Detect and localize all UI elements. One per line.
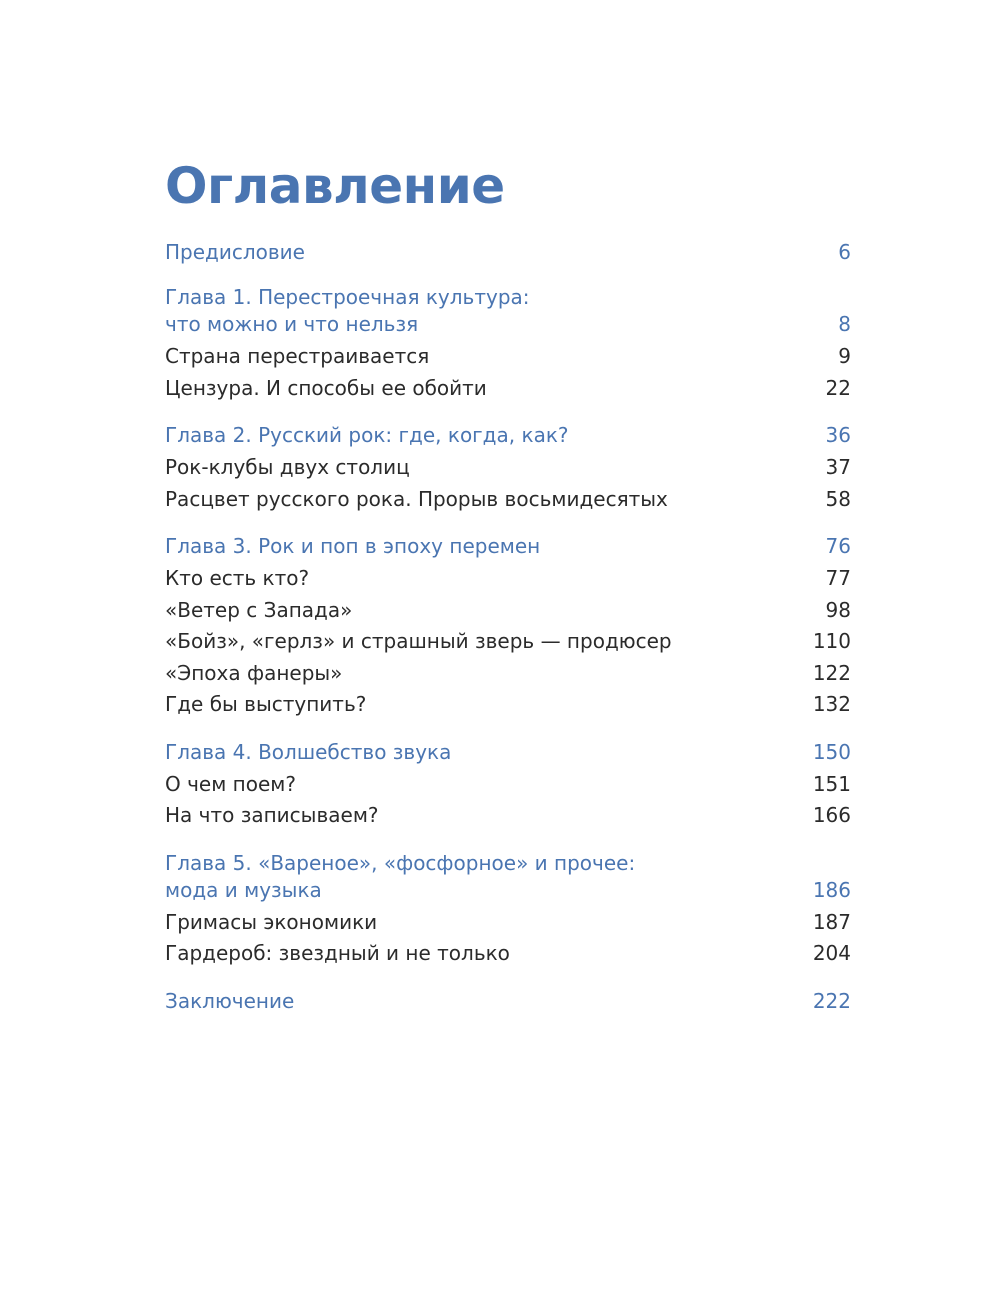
toc-section-entry[interactable] <box>165 800 851 832</box>
toc-chapter-entry-page-number: 76 <box>825 534 851 558</box>
toc-chapter-entry-page-number: 6 <box>838 240 851 264</box>
toc-chapter-entry-label: Глава 3. Рок и поп в эпоху перемен <box>165 534 541 558</box>
toc-section-entry-label: «Эпоха фанеры» <box>165 660 343 685</box>
toc-section-entry[interactable] <box>165 626 851 658</box>
toc-section-entry-page-number: 204 <box>812 941 851 965</box>
toc-section-entry-label: Кто есть кто? <box>165 566 310 590</box>
toc-chapter-entry-label: Заключение <box>165 988 295 1013</box>
toc-group <box>165 988 851 1015</box>
toc-section-entry-page-number: 166 <box>812 803 851 827</box>
toc-section-entry-label: Где бы выступить? <box>165 692 367 716</box>
toc-chapter-entry-label: Глава 1. Перестроечная культура: что можно и что нельзя <box>165 285 530 336</box>
toc-chapter-entry-label: Предисловие <box>165 240 305 264</box>
toc-chapter-entry-label: Глава 4. Волшебство звука <box>165 739 452 764</box>
toc-chapter-entry-page-number: 150 <box>812 739 851 764</box>
toc-section-entry[interactable] <box>165 595 851 627</box>
page-title: Оглавление <box>165 157 505 215</box>
toc-section-entry-label: «Бойз», «герлз» и страшный зверь — продюсер <box>165 629 672 653</box>
toc-section-entry-page-number: 132 <box>812 692 851 716</box>
toc-section-entry[interactable] <box>165 341 851 373</box>
toc-section-entry-page-number: 9 <box>838 344 851 368</box>
toc-chapter-entry-page-number: 186 <box>812 877 851 902</box>
toc-chapter-entry-label: Глава 2. Русский рок: где, когда, как? <box>165 423 569 447</box>
toc-section-entry[interactable] <box>165 452 851 484</box>
toc-section-entry[interactable] <box>165 484 851 516</box>
toc-chapter-entry[interactable] <box>165 284 851 338</box>
toc-group <box>165 284 851 404</box>
toc-group <box>165 850 851 970</box>
toc-group <box>165 739 851 832</box>
toc-section-entry-label: На что записываем? <box>165 803 379 827</box>
toc-section-entry-page-number: 98 <box>825 597 851 622</box>
toc-group <box>165 239 851 266</box>
toc-section-entry-label: «Ветер с Запада» <box>165 597 353 622</box>
toc-chapter-entry[interactable] <box>165 739 851 766</box>
toc-chapter-entry[interactable] <box>165 422 851 449</box>
toc-section-entry[interactable] <box>165 769 851 801</box>
toc-section-entry-page-number: 77 <box>825 566 851 590</box>
toc-section-entry-label: Страна перестраивается <box>165 344 430 368</box>
toc-section-entry[interactable] <box>165 658 851 690</box>
toc-section-entry-page-number: 22 <box>825 375 851 400</box>
toc-section-entry-page-number: 58 <box>825 486 851 511</box>
toc-section-entry-label: Гримасы экономики <box>165 909 378 934</box>
toc-section-entry-label: О чем поем? <box>165 771 296 796</box>
toc-section-entry-label: Гардероб: звездный и не только <box>165 941 510 965</box>
toc-section-entry-page-number: 151 <box>812 771 851 796</box>
toc-chapter-entry-page-number: 222 <box>812 988 851 1013</box>
table-of-contents-page <box>165 148 851 1033</box>
toc-section-entry[interactable] <box>165 907 851 939</box>
toc-chapter-entry[interactable] <box>165 533 851 560</box>
toc-section-entry[interactable] <box>165 689 851 721</box>
toc-group <box>165 422 851 515</box>
toc-section-entry-label: Рок-клубы двух столиц <box>165 455 410 479</box>
toc-section-entry-page-number: 110 <box>812 629 851 653</box>
toc-section-entry[interactable] <box>165 938 851 970</box>
toc-section-entry-page-number: 37 <box>825 455 851 479</box>
toc-section-entry-label: Расцвет русского рока. Прорыв восьмидесятых <box>165 486 668 511</box>
toc-chapter-entry[interactable] <box>165 988 851 1015</box>
toc-section-entry-page-number: 187 <box>812 909 851 934</box>
toc-chapter-entry-page-number: 8 <box>838 312 851 336</box>
toc-list <box>165 239 851 1015</box>
toc-section-entry-label: Цензура. И способы ее обойти <box>165 375 487 400</box>
toc-section-entry-page-number: 122 <box>812 660 851 685</box>
toc-chapter-entry[interactable] <box>165 239 851 266</box>
toc-group <box>165 533 851 721</box>
toc-chapter-entry-label: Глава 5. «Вареное», «фосфорное» и прочее: мода и музыка <box>165 850 636 902</box>
toc-section-entry[interactable] <box>165 373 851 405</box>
toc-chapter-entry-page-number: 36 <box>825 423 851 447</box>
toc-section-entry[interactable] <box>165 563 851 595</box>
toc-chapter-entry[interactable] <box>165 850 851 904</box>
